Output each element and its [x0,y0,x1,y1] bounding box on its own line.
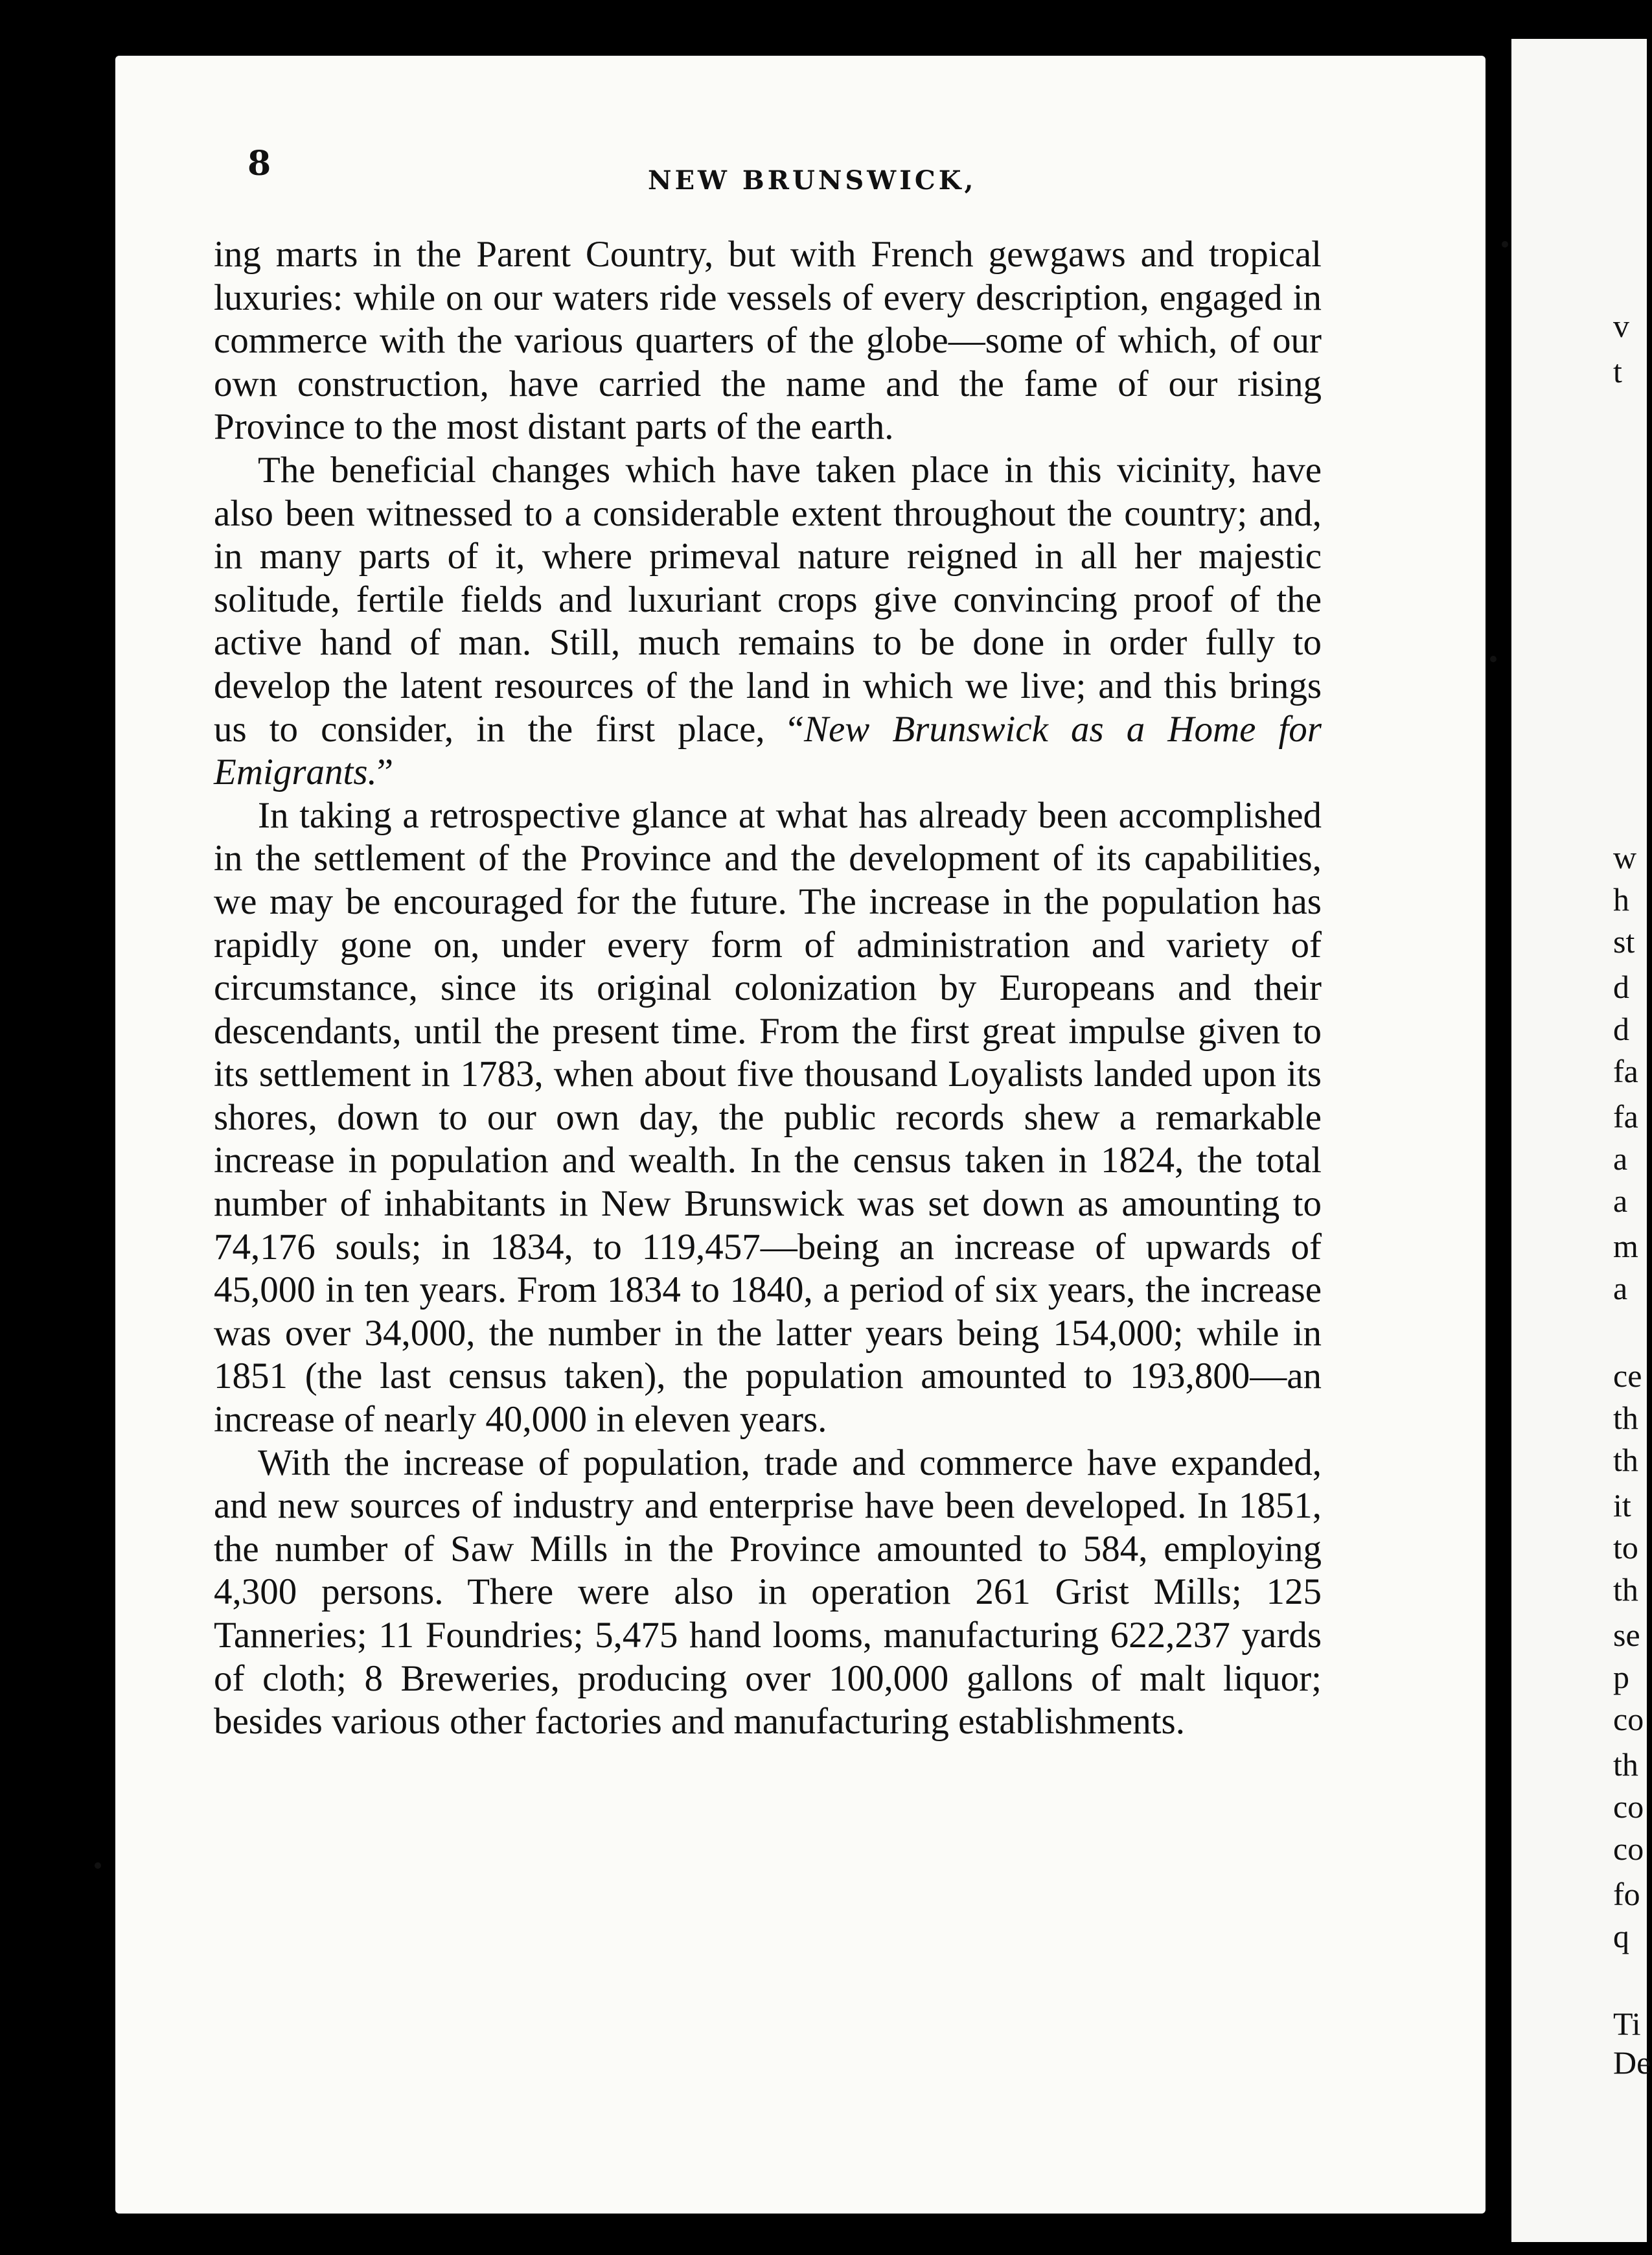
fragment: co [1613,1831,1644,1867]
ink-spot [1490,656,1497,662]
fragment: p [1613,1659,1629,1695]
fragment: se [1613,1617,1640,1653]
paragraph-4: With the increase of population, trade and commerce have expanded, and new sources of industry and enterprise have been developed. In 1851, the number of Saw Mills in the Province amounted to 584, employing 4,300 persons. There were also in operation 261 Grist Mills; 125 Tanneries; 11 Foundries; 5,475 hand looms, manufacturing 622,237 yards of cloth; 8 Breweries, producing over 100,000 gallons of malt liquor; besides various other factories and manufacturing establishments. [214,1442,1322,1742]
paragraph-2-close: ” [376,752,394,793]
fragment: th [1613,1442,1638,1478]
fragment: th [1613,1400,1638,1436]
emigrants-title: New Brunswick as a Home for Emigrants. [214,708,1322,793]
fragment: t [1613,353,1622,389]
ink-spot [95,1862,101,1869]
fragment: a [1613,1270,1628,1306]
fragment: De [1613,2044,1651,2081]
fragment: fa [1613,1098,1638,1135]
fragment: a [1613,1183,1628,1219]
fragment: th [1613,1746,1638,1783]
fragment: a [1613,1140,1628,1177]
ink-spot [1502,241,1508,248]
book-gutter [1486,39,1511,2216]
fragment: d [1613,1011,1629,1047]
fragment: w [1613,839,1637,875]
fragment: h [1613,881,1629,918]
fragment: fa [1613,1053,1638,1089]
running-head: NEW BRUNSWICK, [648,165,977,196]
paragraph-2 [214,449,1322,794]
page-number: 8 [247,144,271,183]
fragment: th [1613,1571,1638,1608]
fragment: to [1613,1529,1638,1566]
fragment: st [1613,923,1635,960]
fragment: it [1613,1487,1631,1523]
fragment: d [1613,969,1629,1005]
fragment: co [1613,1788,1644,1825]
fragment: v [1613,308,1629,344]
paragraph-1: ing marts in the Parent Country, but with French gewgaws and tropical luxuries: while on our waters ride vessels of every description, engaged in commerce with the various quarters of the globe—some of which, of our own construction, have carried the name and the fame of our rising Province to the most distant parts of the earth. [214,234,1322,448]
fragment: ce [1613,1358,1642,1394]
fragment: m [1613,1228,1638,1264]
fragment: q [1613,1918,1629,1954]
paragraph-3: In taking a retrospective glance at what has already been accomplished in the settlement of the Province and the development of its capabilities, we may be encouraged for the future. The increase in the population has rapidly gone on, under every form of administration and variety of circumstance, since its original colonization by Europeans and their descendants, until the present time. From the first great impulse given to its settlement in 1783, when about five thousand Loyalists landed upon its shores, down to our own day, the public records shew a remarkable increase in population and wealth. In the census taken in 1824, the total number of inhabitants in New Brunswick was set down as amounting to 74,176 souls; in 1834, to 119,457—being an increase of upwards of 45,000 in ten years. From 1834 to 1840, a period of six years, the increase was over 34,000, the number in the latter years being 154,000; while in 1851 (the last census taken), the population amounted to 193,800—an increase of nearly 40,000 in eleven years. [214,794,1322,1440]
body-text [214,233,1322,1744]
fragment: co [1613,1701,1644,1737]
fragment: Ti [1613,2006,1641,2042]
paragraph-2-text: The beneficial changes which have taken place in this vicinity, have also been witnessed to a considerable extent throughout the country; and, in many parts of it, where primeval nature reigned in all her majestic solitude, fertile fields and luxuriant crops give convincing proof of the active hand of man. Still, much remains to be done in order fully to develop the latent resources of the land in which we live; and this brings us to consider, in the first place, “ [214,449,1322,750]
fragment: fo [1613,1876,1640,1912]
